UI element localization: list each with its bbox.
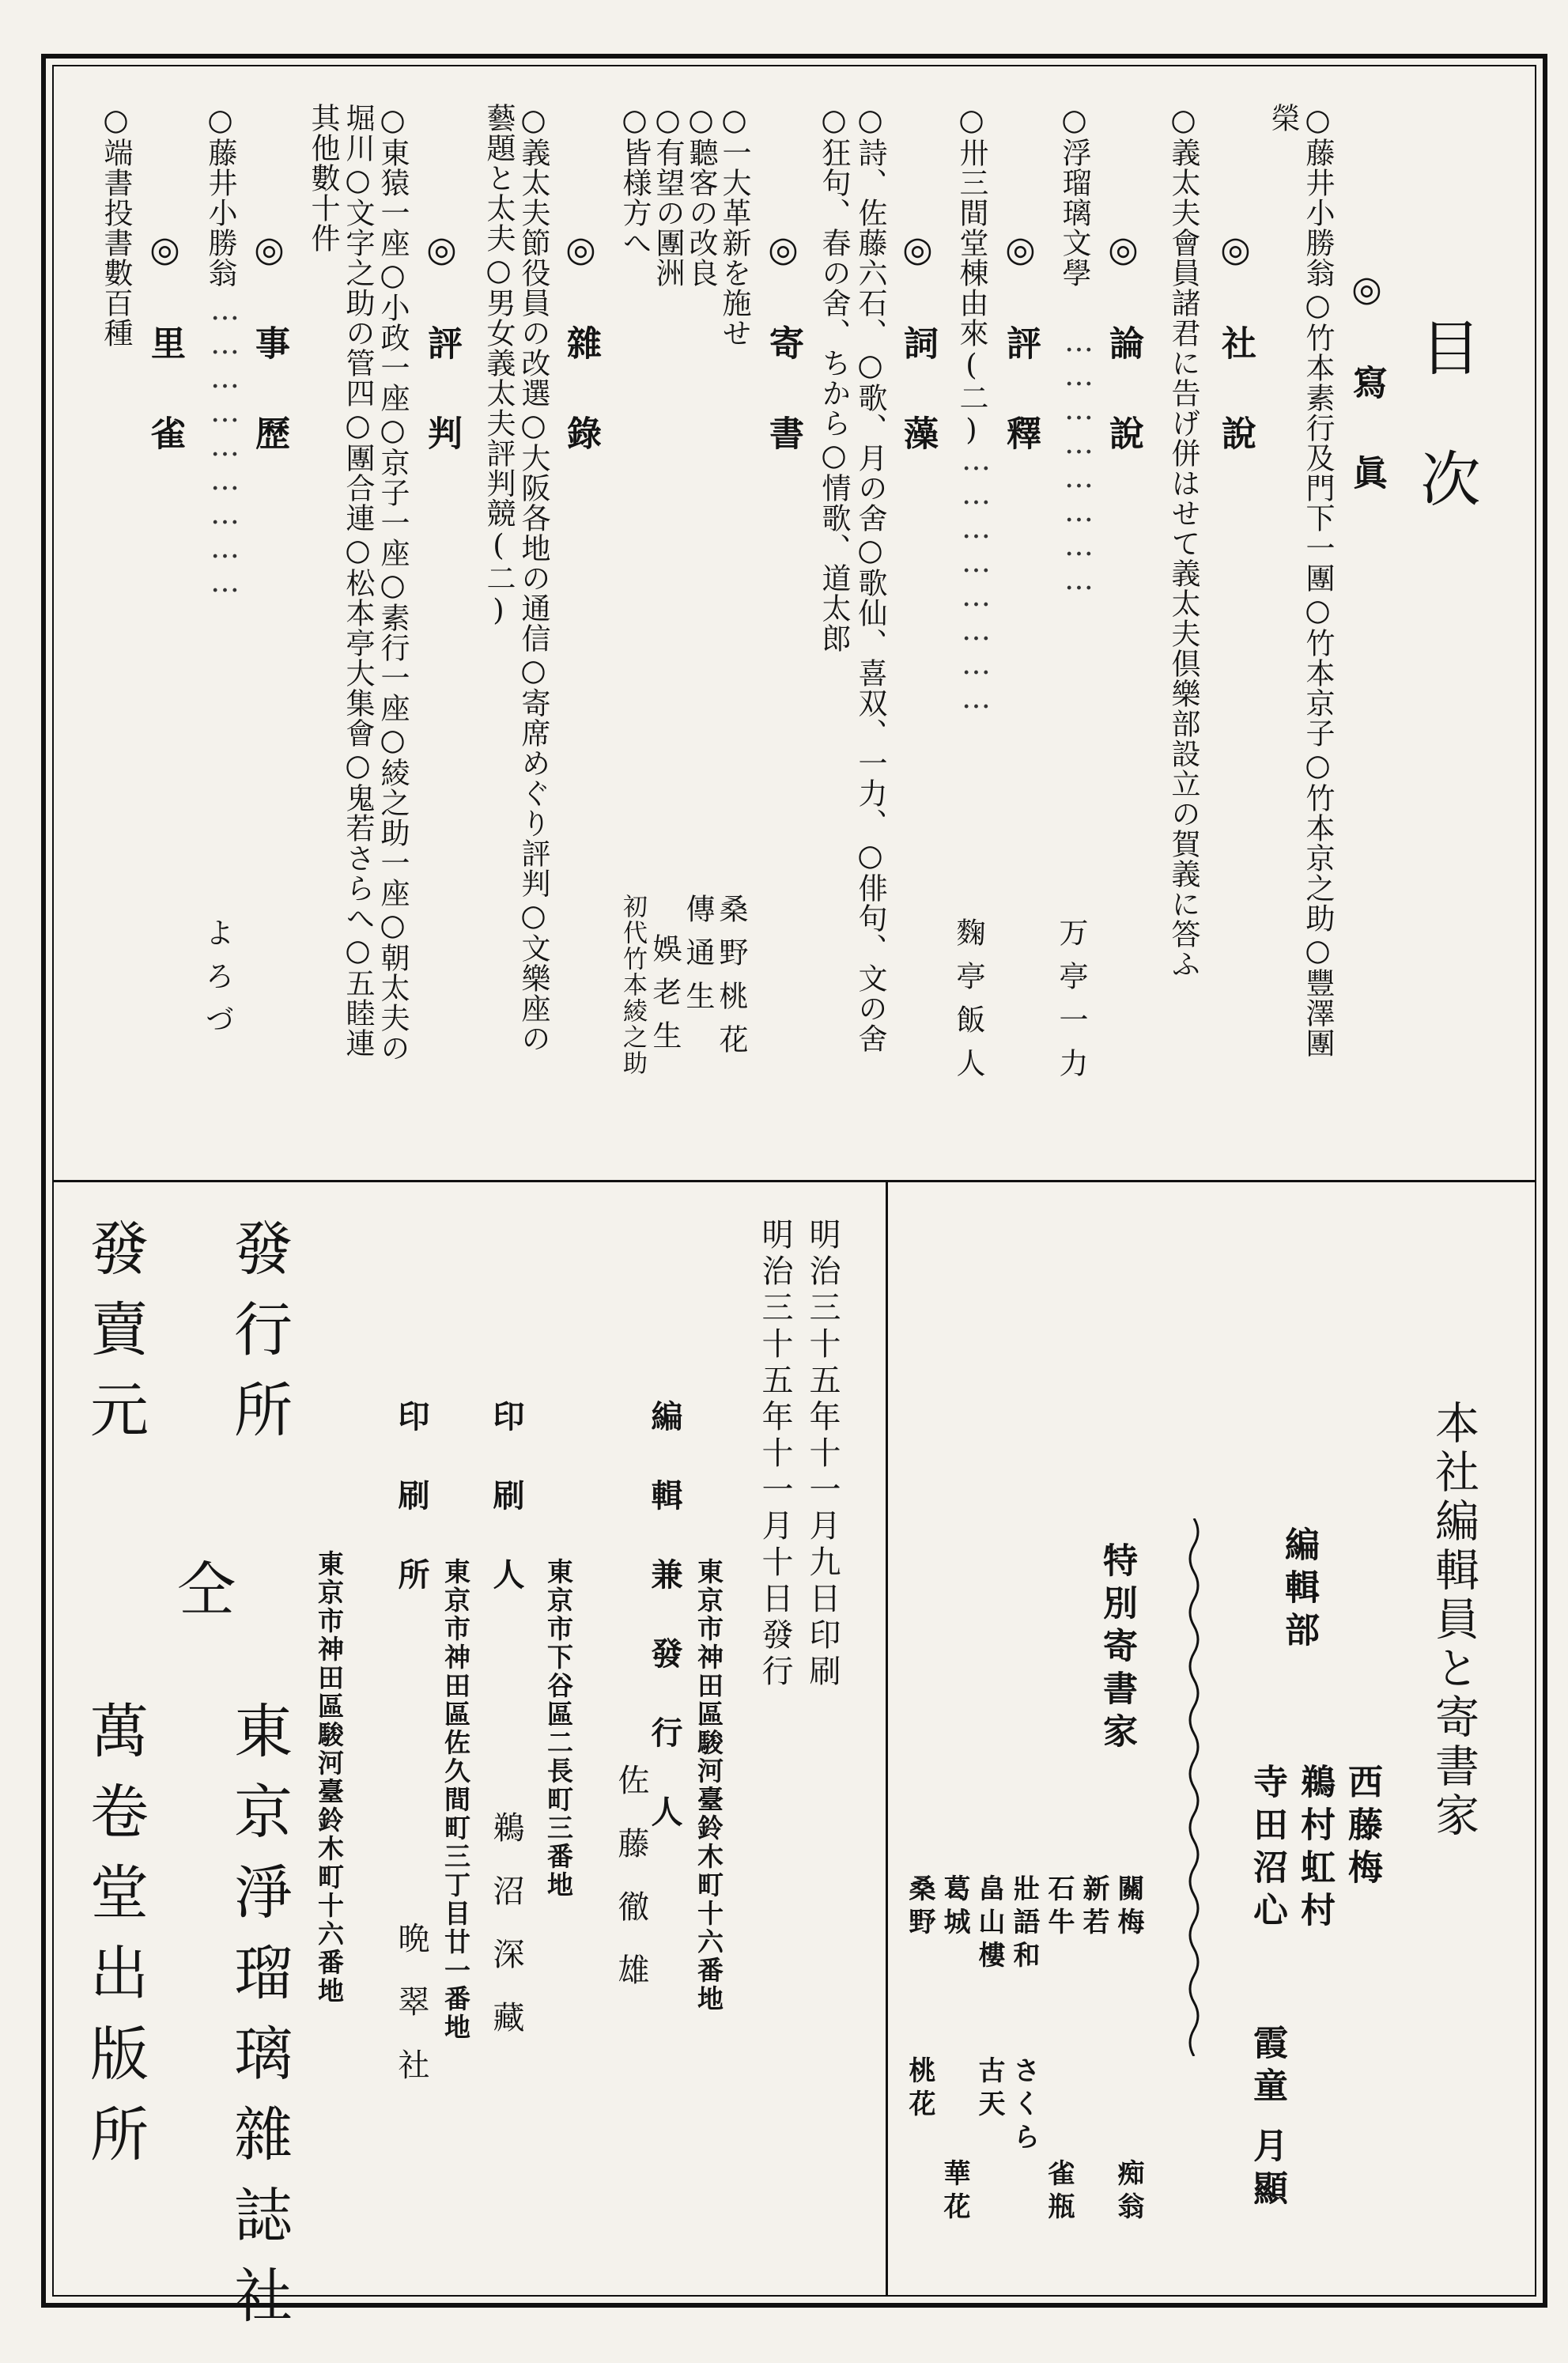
toc-commentary-item: ○卅三間堂棟由來(二)	[954, 103, 988, 448]
toc-photos-line1: ○藤井小勝翁○竹本素行及門下一團○竹本京子○竹本京之助○豐澤團	[1301, 103, 1335, 1058]
toc-head-miscellany: ◎雜錄	[561, 229, 601, 505]
toc-sparrows-item: ○端書投書數百種	[99, 103, 133, 348]
toc-contrib-item2: ○聽客の改良	[684, 103, 718, 288]
staff-title: 本社編輯員と寄書家	[1428, 1400, 1479, 1841]
toc-contrib-item3: ○有望の團洲	[651, 103, 685, 288]
toc-head-editorial: ◎社說	[1215, 229, 1256, 505]
staff-contrib-member: 葛城	[939, 1874, 970, 1941]
publisher-name: 東京淨瑠璃雜誌社	[225, 1700, 293, 2346]
seller-name: 萬卷堂出版所	[81, 1700, 149, 2184]
toc-misc-line1: ○義太夫節役員の改選○大阪各地の通信○寄席めぐり評判○文樂座の	[516, 103, 550, 1053]
staff-editorial-member: 月顯	[1247, 2127, 1287, 2213]
editor-label: 編輯兼發行人	[646, 1400, 683, 1874]
staff-editorial-member: 寺田沼心	[1247, 1764, 1287, 1934]
toc-leader-dots: ………………………	[208, 293, 242, 599]
toc-head-commentary: ◎評釋	[1000, 229, 1041, 505]
staff-contrib-member: 新若	[1078, 1874, 1109, 1941]
toc-reviews-line2: 堀川○文字之助の管四○團合連○松本亭大集會○鬼若さらへ○五睦連	[341, 103, 375, 1058]
staff-contrib-member: 畠山樓	[973, 1874, 1005, 1974]
toc-commentary-author: 麴亭飯人	[951, 917, 985, 1091]
toc-contrib-author2: 傳通生	[681, 894, 715, 1024]
toc-leader-dots: ……………………	[959, 443, 993, 715]
staff-editorial-label: 編輯部	[1279, 1526, 1319, 1654]
toc-essays-item: ○浮瑠璃文學	[1057, 103, 1091, 288]
staff-contrib-label: 特別寄書家	[1097, 1542, 1137, 1756]
toc-head-biography: ◎事歷	[249, 229, 289, 505]
editor-name: 佐藤徹雄	[613, 1764, 649, 2017]
toc-editorial-line1: ○義太夫會員諸君に告げ併はせて義太夫倶樂部設立の賀義に答ふ	[1166, 103, 1200, 979]
staff-contrib-member: 古天	[973, 2056, 1005, 2123]
staff-contrib-member: 痴翁	[1113, 2159, 1144, 2225]
staff-editorial-member: 霞童	[1247, 2025, 1287, 2110]
printer-label: 印刷人	[488, 1400, 525, 1637]
toc-biography-author: よろづ	[200, 917, 234, 1048]
print-date: 明治三十五年十一月九日印刷	[804, 1218, 841, 1691]
staff-contrib-member: さくら	[1008, 2056, 1040, 2156]
printer-name: 鵜沼深藏	[488, 1811, 524, 2064]
section-divider-horizontal	[52, 1180, 1536, 1182]
toc-poetry-line1: ○詩、佐藤六石、○歌、月の舍○歌仙、喜双、一力、○俳句、文の舍	[853, 103, 887, 1053]
seller-label: 發賣元	[81, 1218, 149, 1460]
staff-editorial-member: 西藤梅	[1342, 1764, 1382, 1892]
press-address: 東京市神田區佐久間町三丁目廿一番地	[440, 1558, 471, 2042]
editor-address: 東京市神田區駿河臺鈴木町十六番地	[693, 1558, 724, 2013]
toc-contrib-author1: 桑野桃花	[714, 894, 748, 1068]
staff-contrib-member: 桑野	[904, 1874, 935, 1941]
staff-contrib-member: 雀瓶	[1043, 2159, 1075, 2225]
toc-contrib-item4: ○皆様方へ	[618, 103, 652, 258]
press-name: 晩翠社	[393, 1922, 429, 2112]
toc-head-sparrows: ◎里雀	[145, 229, 185, 505]
toc-head-photos: ◎寫眞	[1347, 269, 1387, 545]
toc-reviews-line1: ○東猿一座○小政一座○京子一座○素行一座○綾之助一座○朝太夫の	[376, 103, 410, 1063]
issue-date: 明治三十五年十一月十日發行	[757, 1218, 793, 1691]
toc-head-contributions: ◎寄書	[763, 229, 803, 505]
staff-editorial-member: 鵜村虹村	[1294, 1764, 1335, 1934]
toc-contrib-author4: 初代竹本綾之助	[618, 894, 647, 1076]
toc-biography-item: ○藤井小勝翁	[203, 103, 237, 288]
toc-leader-dots: ……………………	[1062, 324, 1096, 596]
toc-contrib-author3: 娛老生	[648, 933, 682, 1064]
toc-title: 目次	[1411, 316, 1481, 579]
same-as-above-mark: 仝	[168, 1558, 236, 1639]
toc-photos-line2: 榮	[1266, 103, 1300, 133]
toc-head-reviews: ◎評判	[421, 229, 462, 505]
toc-misc-line2: 藝題と太夫○男女義太夫評判競(二)	[482, 103, 516, 628]
toc-poetry-line2: ○狂句、春の舍、ちから○情歌、道太郎	[817, 103, 851, 653]
staff-contrib-member: 石牛	[1043, 1874, 1075, 1941]
staff-contrib-member: 桃花	[904, 2056, 935, 2123]
staff-contrib-member: 關梅	[1113, 1874, 1144, 1941]
publisher-address: 東京市神田區駿河臺鈴木町十六番地	[314, 1550, 345, 2006]
toc-contrib-item1: ○一大革新を施せ	[717, 103, 751, 348]
toc-head-poetry: ◎詞藻	[897, 229, 938, 505]
toc-head-essays: ◎論說	[1103, 229, 1143, 505]
printer-address: 東京市下谷區二長町三番地	[543, 1558, 574, 1900]
toc-reviews-line3: 其他數十件	[306, 103, 340, 253]
publisher-label: 發行所	[225, 1218, 293, 1460]
toc-essays-author: 万亭一力	[1054, 917, 1088, 1091]
press-label: 印刷所	[393, 1400, 430, 1637]
section-divider-vertical	[886, 1180, 888, 2297]
staff-contrib-member: 壯語和	[1008, 1874, 1040, 1974]
staff-contrib-member: 華花	[939, 2159, 970, 2225]
wavy-separator	[1178, 1518, 1210, 2056]
